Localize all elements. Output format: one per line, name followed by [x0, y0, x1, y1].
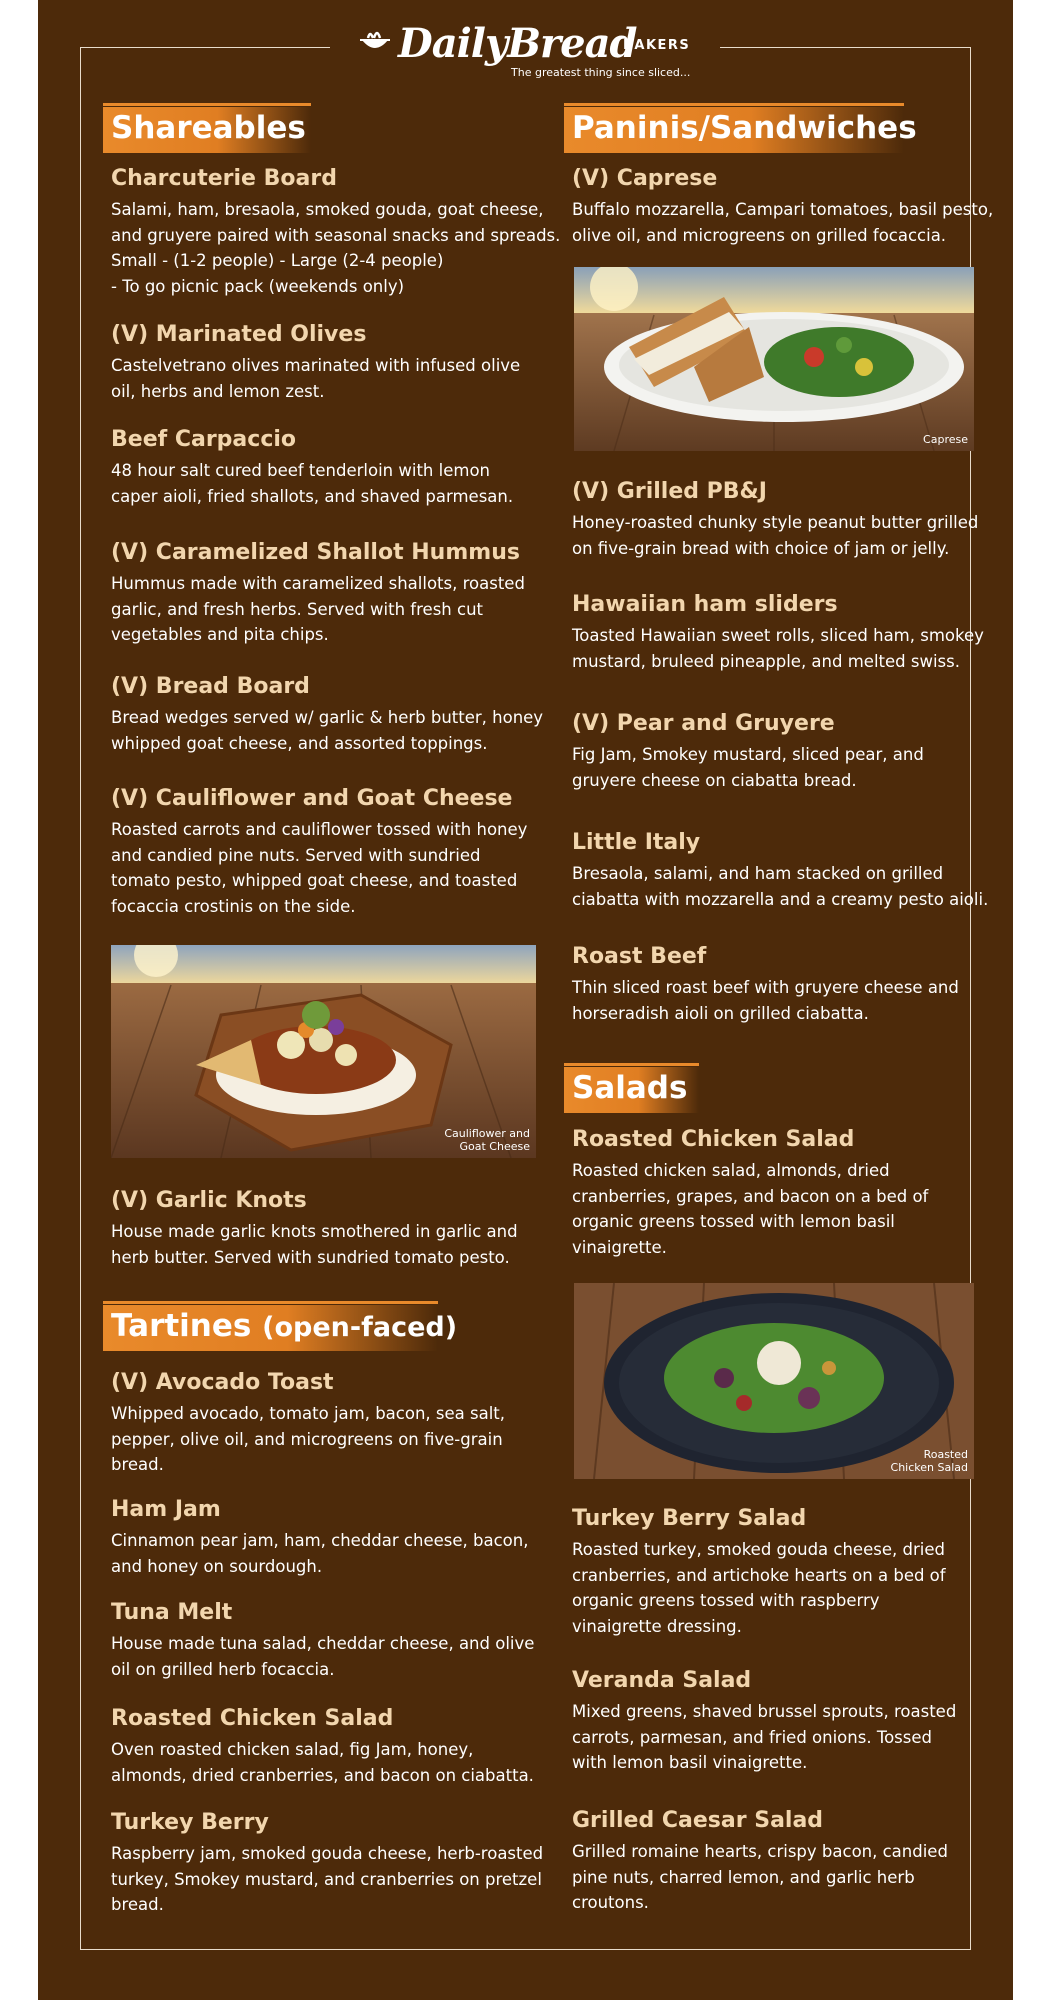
- bread-basket-icon: [358, 26, 392, 56]
- menu-item-description: Bread wedges served w/ garlic & herb butter, honey whipped goat cheese, and assorted toppings.: [111, 708, 544, 753]
- menu-item: [103, 1497, 548, 1579]
- menu-item-title: Ham Jam: [111, 1497, 221, 1522]
- menu-item-title: Charcuterie Board: [111, 166, 337, 191]
- menu-item-description: Buffalo mozzarella, Campari tomatoes, basil pesto, olive oil, and microgreens on grilled focaccia.: [572, 200, 994, 245]
- section-subtitle: (open-faced): [262, 1312, 458, 1343]
- section-heading-shareables: [103, 107, 311, 153]
- photo-caption: Roasted Chicken Salad: [890, 1448, 968, 1474]
- menu-item-title: Beef Carpaccio: [111, 427, 297, 452]
- menu-item-title: (V) Caramelized Shallot Hummus: [111, 540, 520, 565]
- brand-suffix: BAKERS: [623, 38, 691, 53]
- brand-name: DailyBread: [398, 20, 637, 67]
- menu-item: [103, 1188, 548, 1270]
- section-heading-tartines: [103, 1305, 458, 1351]
- menu-item: [564, 166, 994, 248]
- menu-item-title: Roast Beef: [572, 944, 707, 969]
- menu-item: [564, 592, 984, 674]
- menu-item: [564, 1127, 984, 1260]
- menu-item-description: Toasted Hawaiian sweet rolls, sliced ham, smokey mustard, bruleed pineapple, and melted swiss.: [572, 626, 984, 671]
- menu-item: [564, 711, 984, 793]
- menu-item: [103, 674, 548, 756]
- menu-item: [564, 479, 984, 561]
- menu-item: [564, 830, 989, 912]
- menu-item: [564, 1506, 984, 1639]
- menu-item: [564, 1668, 984, 1776]
- menu-item: [103, 427, 548, 509]
- menu-item-description: Hummus made with caramelized shallots, roasted garlic, and fresh herbs. Served with fresh cut vegetables and pita chips.: [111, 574, 525, 644]
- menu-item: [103, 1600, 548, 1682]
- menu-item-title: (V) Garlic Knots: [111, 1188, 307, 1213]
- photo-caption: Cauliflower and Goat Cheese: [444, 1127, 530, 1153]
- menu-item: [103, 1706, 548, 1788]
- menu-item-description: Salami, ham, bresaola, smoked gouda, goat cheese, and gruyere paired with seasonal snacks and spreads. Small - (1-2 people) - Large (2-4 people) - To go picnic pack (weekends only): [111, 200, 561, 296]
- section-title: Tartines: [111, 1308, 252, 1344]
- menu-item: [564, 944, 984, 1026]
- menu-item-description: Fig Jam, Smokey mustard, sliced pear, and gruyere cheese on ciabatta bread.: [572, 745, 924, 790]
- menu-item-title: (V) Avocado Toast: [111, 1370, 334, 1395]
- menu-item: [103, 1370, 548, 1478]
- menu-item-description: Roasted carrots and cauliflower tossed with honey and candied pine nuts. Served with sundried tomato pesto, whipped goat cheese, and toasted focaccia crostinis on the side.: [111, 820, 528, 916]
- menu-item-title: (V) Pear and Gruyere: [572, 711, 835, 736]
- section-heading-paninis: [564, 107, 917, 153]
- menu-item-title: (V) Bread Board: [111, 674, 310, 699]
- menu-item-description: Castelvetrano olives marinated with infused olive oil, herbs and lemon zest.: [111, 356, 521, 401]
- menu-item-description: Grilled romaine hearts, crispy bacon, candied pine nuts, charred lemon, and garlic herb croutons.: [572, 1842, 948, 1912]
- menu-item-title: Roasted Chicken Salad: [572, 1127, 855, 1152]
- section-heading-salads: [564, 1067, 699, 1113]
- brand-logo: [330, 20, 720, 88]
- menu-item-title: (V) Marinated Olives: [111, 322, 367, 347]
- menu-item-description: Honey-roasted chunky style peanut butter grilled on five-grain bread with choice of jam or jelly.: [572, 513, 979, 558]
- menu-item-title: Roasted Chicken Salad: [111, 1706, 394, 1731]
- menu-item: [103, 1810, 548, 1918]
- menu-item-description: Roasted chicken salad, almonds, dried cranberries, grapes, and bacon on a bed of organic greens tossed with lemon basil vinaigrette.: [572, 1161, 929, 1257]
- menu-item-description: Mixed greens, shaved brussel sprouts, roasted carrots, parmesan, and fried onions. Tossed with lemon basil vinaigrette.: [572, 1702, 957, 1772]
- menu-item-title: Turkey Berry Salad: [572, 1506, 807, 1531]
- menu-item-description: 48 hour salt cured beef tenderloin with lemon caper aioli, fried shallots, and shaved parmesan.: [111, 461, 514, 506]
- menu-item-description: Raspberry jam, smoked gouda cheese, herb-roasted turkey, Smokey mustard, and cranberries on pretzel bread.: [111, 1844, 544, 1914]
- food-photo-chicken-salad: [574, 1283, 974, 1479]
- menu-item: [103, 166, 561, 299]
- food-photo-caprese: [574, 267, 974, 451]
- menu-item-title: Hawaiian ham sliders: [572, 592, 838, 617]
- menu-item-title: Veranda Salad: [572, 1668, 752, 1693]
- menu-item-title: (V) Cauliflower and Goat Cheese: [111, 786, 513, 811]
- menu-item-description: Roasted turkey, smoked gouda cheese, dried cranberries, and artichoke hearts on a bed of organic greens tossed with raspberry vinaigrette dressing.: [572, 1540, 946, 1636]
- menu-item: [564, 1808, 984, 1916]
- menu-item-description: Cinnamon pear jam, ham, cheddar cheese, bacon, and honey on sourdough.: [111, 1531, 529, 1576]
- caprese-sandwich-image: [574, 267, 974, 451]
- menu-item-description: House made tuna salad, cheddar cheese, and olive oil on grilled herb focaccia.: [111, 1634, 535, 1679]
- menu-item-description: Oven roasted chicken salad, fig Jam, honey, almonds, dried cranberries, and bacon on ciabatta.: [111, 1740, 534, 1785]
- menu-item-title: Tuna Melt: [111, 1600, 233, 1625]
- menu-item-description: Bresaola, salami, and ham stacked on grilled ciabatta with mozzarella and a creamy pesto aioli.: [572, 864, 989, 909]
- menu-item-title: Turkey Berry: [111, 1810, 269, 1835]
- menu-item-title: (V) Caprese: [572, 166, 718, 191]
- menu-item: [103, 540, 548, 648]
- section-title: Paninis/Sandwiches: [572, 110, 917, 146]
- menu-item: [103, 322, 548, 404]
- photo-caption: Caprese: [923, 433, 968, 446]
- menu-item-description: Whipped avocado, tomato jam, bacon, sea salt, pepper, olive oil, and microgreens on five-grain bread.: [111, 1404, 506, 1474]
- section-title: Salads: [572, 1070, 688, 1106]
- food-photo-cauliflower: [111, 945, 536, 1158]
- menu-item-description: Thin sliced roast beef with gruyere cheese and horseradish aioli on grilled ciabatta.: [572, 978, 959, 1023]
- menu-item-title: Grilled Caesar Salad: [572, 1808, 824, 1833]
- menu-item-description: House made garlic knots smothered in garlic and herb butter. Served with sundried tomato pesto.: [111, 1222, 518, 1267]
- section-title: Shareables: [111, 110, 306, 146]
- menu-item: [103, 786, 548, 919]
- menu-item-title: Little Italy: [572, 830, 701, 855]
- brand-tagline: The greatest thing since sliced...: [511, 66, 691, 79]
- menu-item-title: (V) Grilled PB&J: [572, 479, 767, 504]
